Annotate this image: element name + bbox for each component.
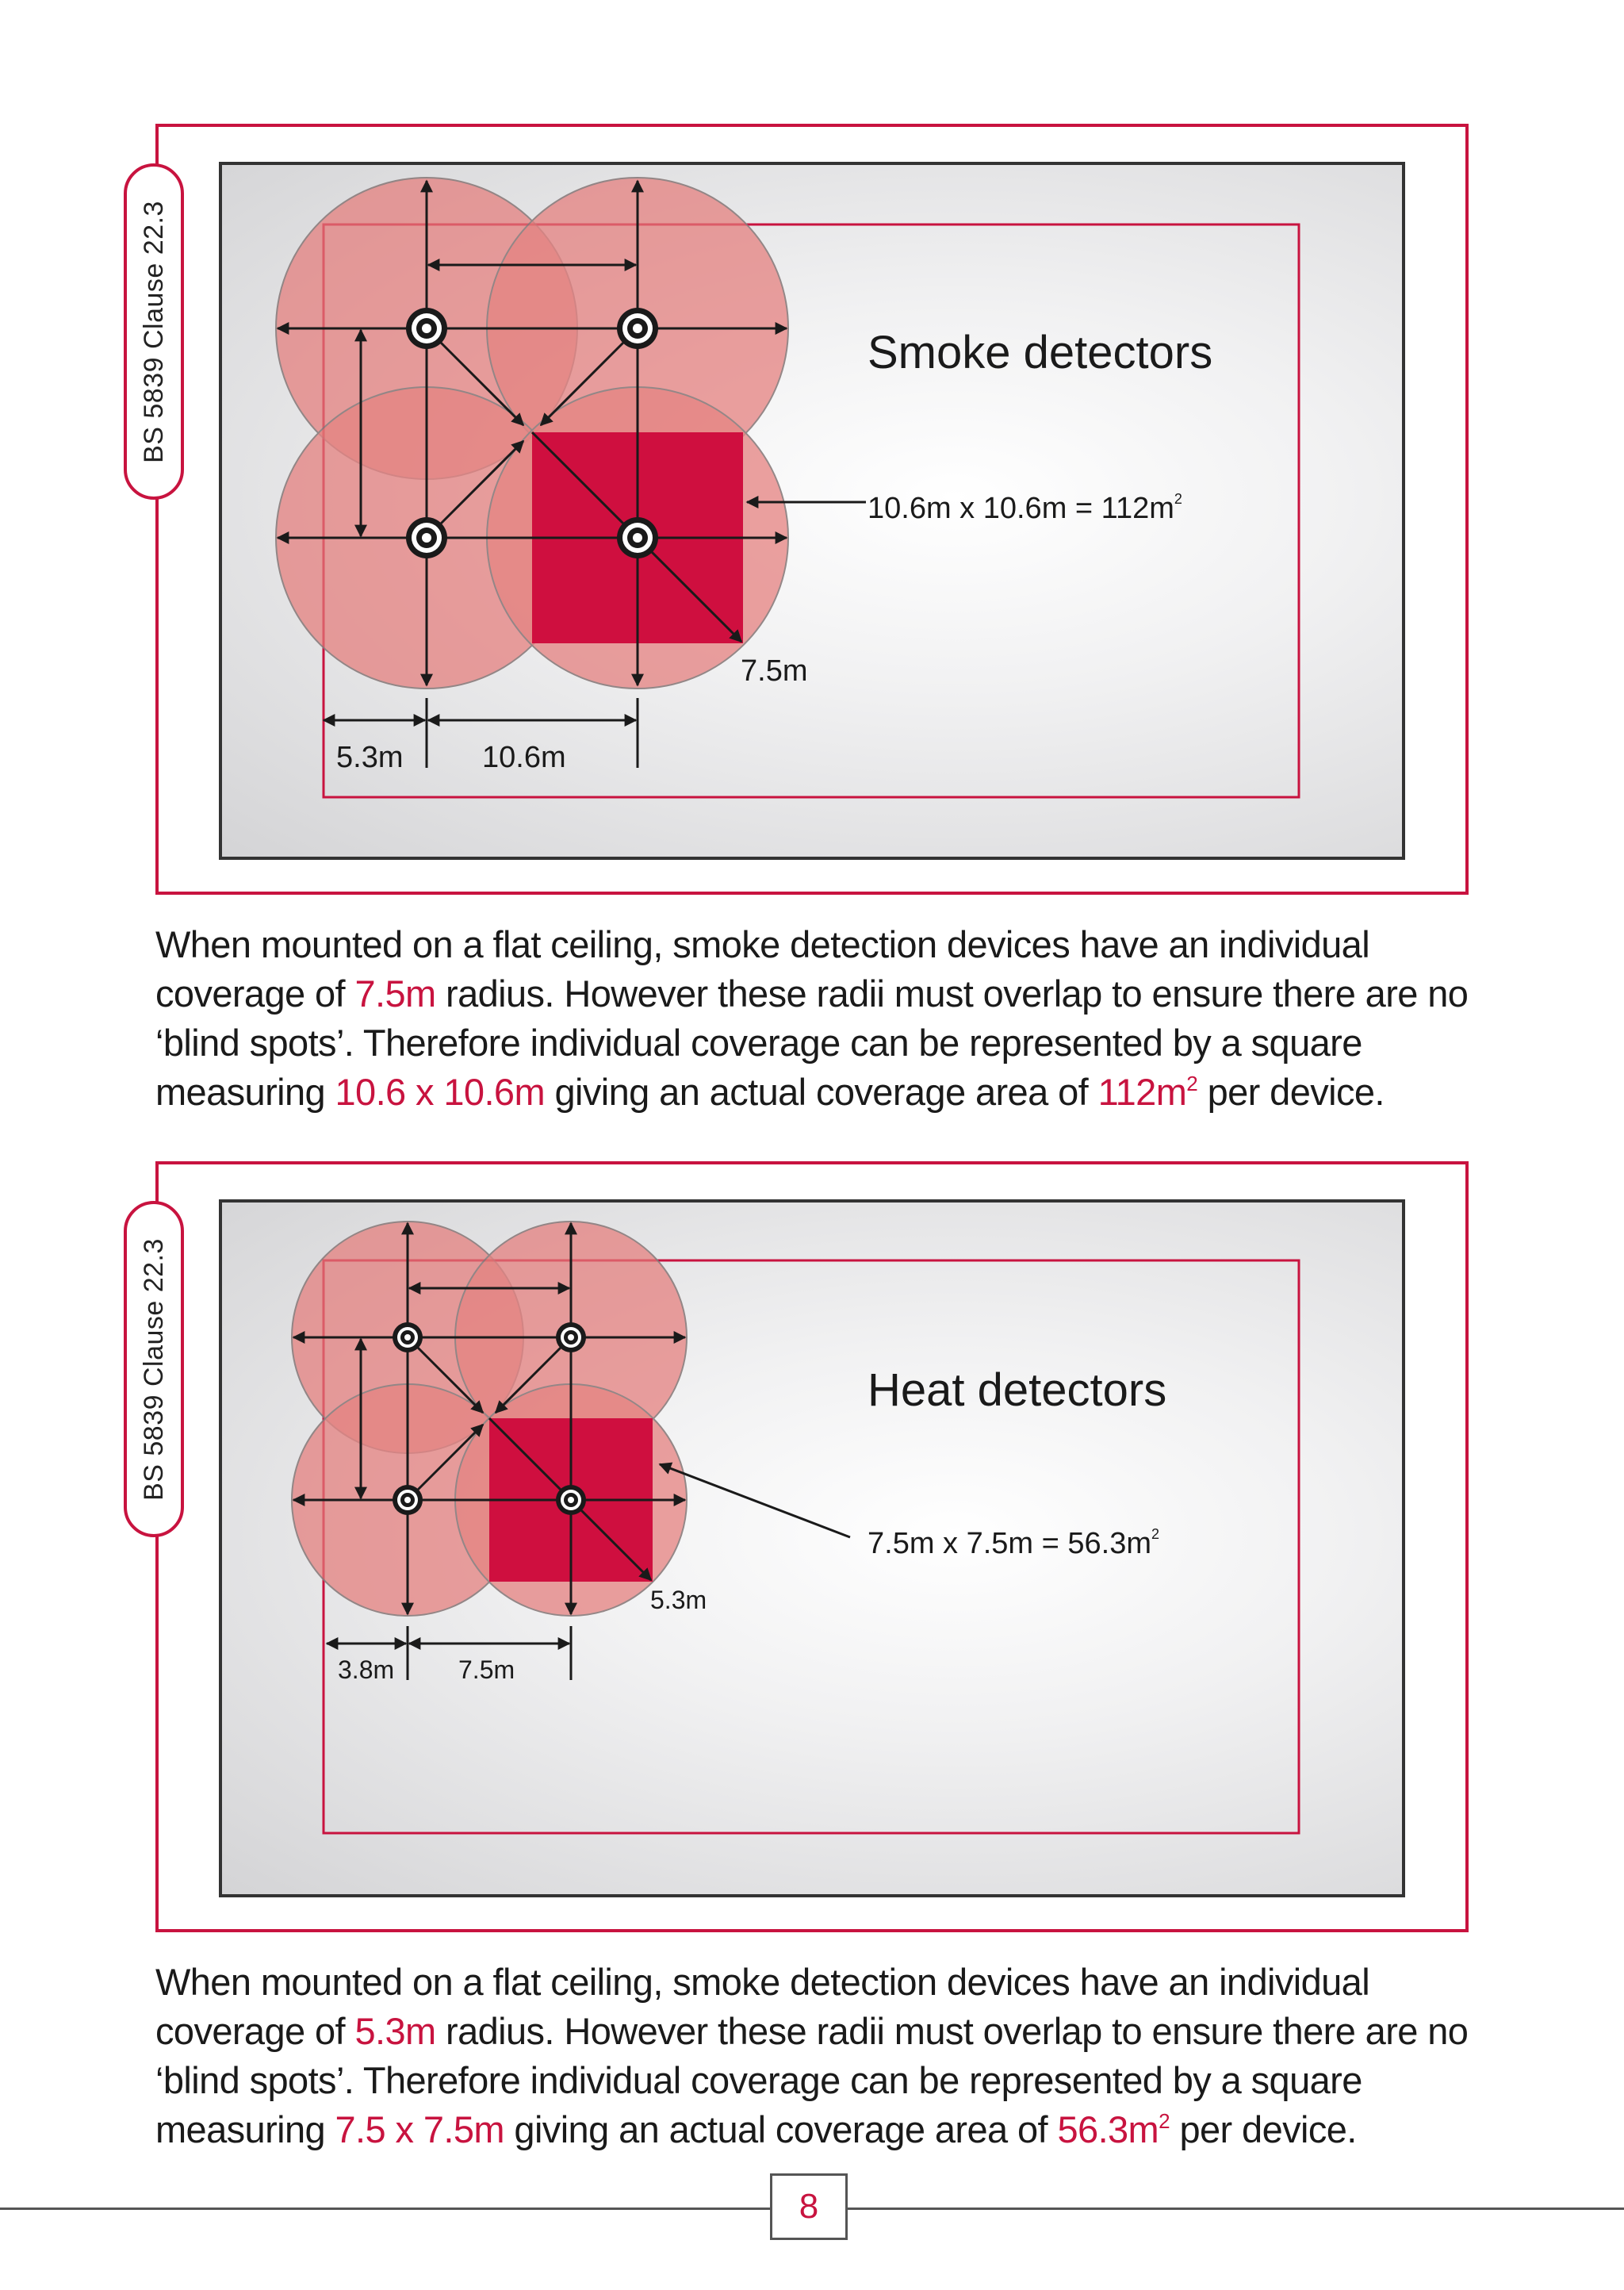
figure-title: Smoke detectors — [868, 327, 1213, 378]
highlight-area: $112m^2$ — [1097, 1071, 1198, 1113]
heat-detector-icon — [556, 1485, 586, 1515]
paragraph-text: giving an actual coverage area of — [504, 2108, 1058, 2150]
heat-detector-icon — [393, 1322, 423, 1352]
smoke-detector-icon — [617, 308, 658, 349]
figure-title: Heat detectors — [868, 1364, 1167, 1416]
spacing-label: 10.6m — [482, 741, 566, 774]
heat-detector-icon — [556, 1322, 586, 1352]
smoke-detector-icon — [406, 308, 447, 349]
smoke-detector-icon — [406, 517, 447, 558]
paragraph-text: giving an actual coverage area of — [545, 1071, 1098, 1113]
radius-label: 5.3m — [650, 1586, 707, 1614]
paragraph-text: When mounted on a flat ceiling, smoke detection devices have an individual coverage of — [155, 923, 1370, 1015]
paragraph-text: per device. — [1197, 1071, 1385, 1113]
highlight-square: 10.6 x 10.6m — [335, 1071, 546, 1113]
highlight-square: 7.5 x 7.5m — [335, 2108, 504, 2150]
clause-tab-smoke — [124, 163, 184, 500]
edge-distance-label: 3.8m — [338, 1655, 395, 1684]
heat-detector-icon — [393, 1485, 423, 1515]
smoke-detector-icon — [617, 517, 658, 558]
clause-label: BS 5839 Clause 22.3 — [138, 1237, 169, 1501]
radius-label: 7.5m — [741, 654, 808, 688]
coverage-area-label: 10.6m x $10.6m = 112m^2$ — [868, 491, 1182, 525]
coverage-area-label: 7.5m x $7.5m = 56.3m^2$ — [868, 1526, 1160, 1560]
paragraph-text: radius. However these radii must overlap to ensure there are no ‘blind spots’. Therefore individual coverage can be represented by a square measuring — [155, 972, 1469, 1113]
highlight-radius: 7.5m — [354, 972, 436, 1015]
clause-tab-heat — [124, 1201, 184, 1537]
paragraph-text: per device. — [1170, 2108, 1357, 2150]
paragraph-text: When mounted on a flat ceiling, smoke detection devices have an individual coverage of — [155, 1961, 1370, 2052]
edge-distance-label: 5.3m — [336, 741, 404, 774]
page-number: 8 — [799, 2187, 819, 2226]
clause-label: BS 5839 Clause 22.3 — [138, 200, 169, 463]
paragraph-text: radius. However these radii must overlap to ensure there are no ‘blind spots’. Therefore individual coverage can be represented by a square measuring — [155, 2010, 1469, 2150]
highlight-area: $56.3m^2$ — [1057, 2108, 1170, 2150]
highlight-radius: 5.3m — [354, 2010, 436, 2052]
spacing-label: 7.5m — [458, 1655, 515, 1684]
